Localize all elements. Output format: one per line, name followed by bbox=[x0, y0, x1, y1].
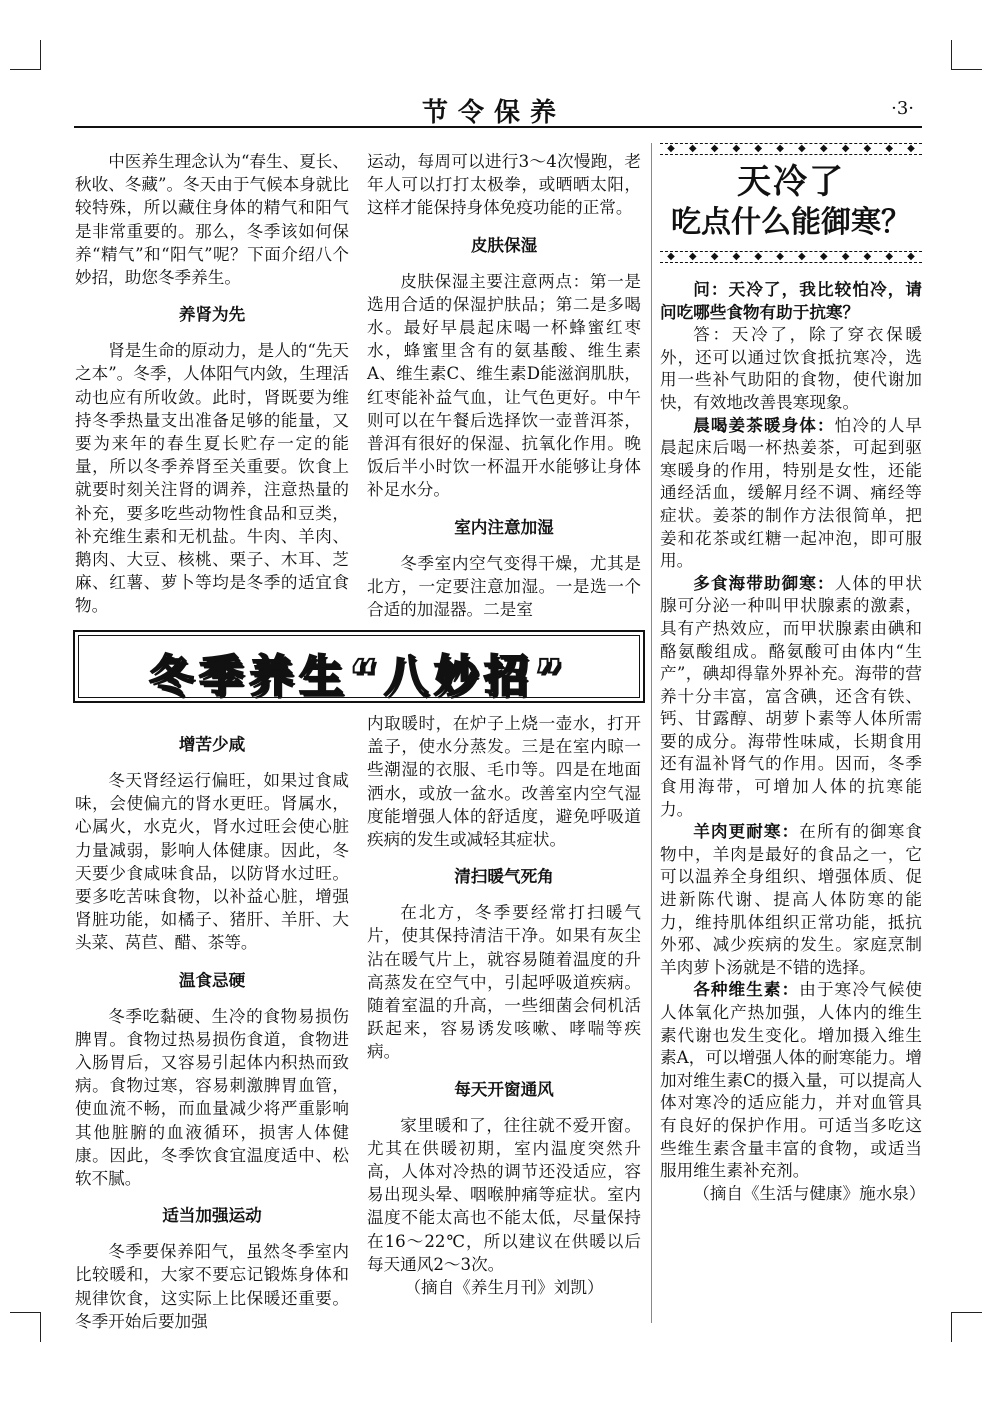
tip-paragraph bbox=[660, 821, 922, 979]
crop-mark bbox=[10, 69, 40, 70]
intro-paragraph: 中医养生理念认为“春生、夏长、秋收、冬藏”。冬天由于气候本身就比较特殊，所以藏住身体的精气和阳气是非常重要的。那么，冬季该如何保养“精气”和“阳气”呢？下面介绍八个妙招，助您冬季养生。 bbox=[75, 152, 349, 288]
section-heading: 皮肤保湿 bbox=[470, 235, 538, 255]
section-heading: 增苦少咸 bbox=[178, 735, 246, 754]
sidebar-title-line-2: 吃点什么能御寒？ bbox=[671, 205, 911, 240]
section-text: 肾是生命的原动力，是人的“先天之本”。冬季，人体阳气内敛，生理活动也应有所收敛。此时，肾既要为维持冬季热量支出准备足够的能量，又要为来年的春生夏长贮存一定的能量，所以冬季养肾至关重要。饮食上就要时刻关注肾的调养，注意热量的补充，要多吃些动物性食品和豆类，补充维生素和无机盐。牛肉、羊肉、鹅肉、大豆、核桃、栗子、木耳、芝麻、红薯、萝卜等均是冬季的适宜食物。 bbox=[75, 341, 349, 616]
sidebar-title bbox=[660, 161, 922, 243]
crop-mark bbox=[40, 1312, 41, 1342]
source-credit: （摘自《养生月刊》刘凯） bbox=[404, 1278, 604, 1298]
answer-text: 答：天冷了，除了穿衣保暖外，还可以通过饮食抵抗寒冷，选用一些补气助阳的食物，使代谢加快，有效地改善畏寒现象。 bbox=[660, 325, 922, 412]
sidebar-article bbox=[660, 143, 926, 1205]
section-text: 冬季吃黏硬、生冷的食物易损伤脾胃。食物过热易损伤食道，食物进入肠胃后，又容易引起体内积热而致病。食物过寒，容易刺激脾胃血管，使血流不畅，而血量减少将严重影响其他脏腑的血液循环，损害人体健康。因此，冬季饮食宜温度适中、松软不腻。 bbox=[75, 1006, 349, 1189]
crop-mark bbox=[952, 1312, 982, 1313]
section-text: 冬季室内空气变得干燥，尤其是北方，一定要注意加湿。一是选一个合适的加湿器。二是室 bbox=[367, 553, 641, 620]
crop-mark bbox=[951, 40, 952, 70]
sidebar-body bbox=[660, 279, 926, 1205]
column-2-bottom bbox=[367, 712, 641, 1299]
section-text: 家里暖和了，往往就不爱开窗。尤其在供暖初期，室内温度突然升高，人体对冷热的调节还没适应，容易出现头晕、咽喉肿痛等症状。室内温度不能太高也不能太低，尽量保持在16～22℃，所以建议在供暖以后每天通风2～3次。 bbox=[367, 1115, 641, 1274]
continued-text: 内取暖时，在炉子上烧一壶水，打开盖子，使水分蒸发。三是在室内晾一些潮湿的衣服、毛巾等。四是在地面洒水，或放一盆水。改善室内空气湿度能增强人体的舒适度，避免呼吸道疾病的发生或减轻其症状。 bbox=[367, 714, 641, 850]
column-divider bbox=[651, 143, 652, 1323]
tip-paragraph bbox=[660, 415, 922, 573]
column-1-bottom bbox=[75, 733, 349, 1333]
section-text: 在北方，冬季要经常打扫暖气片，使其保持清洁干净。如果有灰尘沾在暖气片上，就容易随着温度的升高蒸发在空气中，引起呼吸道疾病。随着室温的升高，一些细菌会伺机活跃起来，容易诱发咳嗽、哮喘等疾病。 bbox=[367, 903, 641, 1062]
crop-mark bbox=[40, 40, 41, 70]
tip-paragraph bbox=[660, 979, 922, 1182]
column-2-top bbox=[367, 150, 641, 621]
column-1-top bbox=[75, 150, 349, 618]
tip-paragraph bbox=[660, 573, 922, 822]
section-heading: 室内注意加湿 bbox=[454, 517, 554, 537]
crop-mark bbox=[952, 69, 982, 70]
section-heading: 每天开窗通风 bbox=[454, 1079, 554, 1099]
page-number: ·3· bbox=[891, 98, 914, 119]
tip-text: 怕冷的人早晨起床后喝一杯热姜茶，可起到驱寒暖身的作用，特别是女性，还能通经活血，缓解月经不调、痛经等症状。姜茶的制作方法很简单，把姜和花茶或红糖一起冲泡，即可服用。 bbox=[660, 415, 923, 571]
tip-text: 在所有的御寒食物中，羊肉是最好的食品之一，它可以温养全身组织、增强体质、促进新陈代谢、提高人体防寒的能力，维持肌体组织正常功能，抵抗外邪、减少疾病的发生。家庭烹制羊肉萝卜汤就是不错的选择。 bbox=[660, 822, 922, 977]
page-header bbox=[74, 88, 922, 128]
crop-mark bbox=[951, 1312, 952, 1342]
section-heading: 清扫暖气死角 bbox=[454, 867, 554, 887]
article-banner bbox=[73, 630, 645, 703]
tip-heading: 各种维生素： bbox=[693, 980, 800, 1000]
section-title: 节令保养 bbox=[422, 98, 567, 128]
tip-heading: 多食海带助御寒： bbox=[693, 573, 835, 593]
section-text: 皮肤保湿主要注意两点：第一是选用合适的保湿护肤品；第二是多喝水。最好早晨起床喝一杯蜂蜜红枣水，蜂蜜里含有的氨基酸、维生素A、维生素C、维生素D能滋润肌肤，红枣能补益气血，让气色更好。中午则可以在午餐后选择饮一壶普洱茶，普洱有很好的保湿、抗氧化作用。晚饭后半小时饮一杯温开水能够让身体补足水分。 bbox=[367, 271, 641, 500]
tip-text: 人体的甲状腺可分泌一种叫甲状腺素的激素，具有产热效应，而甲状腺素由碘和酪氨酸组成。酪氨酸可由体内“生产”，碘却得靠外界补充。海带的营养十分丰富，富含碘，还含有铁、钙、甘露醇、胡萝卜素等人体所需要的成分。海带性味咸，长期食用还有温补肾气的作用。因而，冬季食用海带，可增加人体的抗寒能力。 bbox=[660, 573, 923, 819]
crop-mark bbox=[10, 1312, 40, 1313]
tip-heading: 晨喝姜茶暖身体： bbox=[693, 415, 835, 435]
decorative-border: ◆ ◆ ◆ ◆ ◆ ◆ ◆ ◆ ◆ ◆ ◆ ◆ bbox=[660, 143, 922, 155]
continued-text: 运动，每周可以进行3～4次慢跑，老年人可以打打太极拳，或晒晒太阳，这样才能保持身体免疫功能的正常。 bbox=[367, 152, 641, 218]
section-heading: 养肾为先 bbox=[178, 305, 246, 325]
tip-heading: 羊肉更耐寒： bbox=[693, 822, 800, 842]
banner-title: 冬季养生“八妙招” bbox=[149, 651, 569, 702]
decorative-border: ◆ ◆ ◆ ◆ ◆ ◆ ◆ ◆ ◆ ◆ ◆ ◆ bbox=[660, 251, 922, 263]
section-heading: 适当加强运动 bbox=[162, 1206, 262, 1226]
question-text: 问：天冷了，我比较怕冷，请问吃哪些食物有助于抗寒？ bbox=[660, 280, 922, 322]
tip-text: 由于寒冷气候使人体氧化产热加强，人体内的维生素代谢也发生变化。增加摄入维生素A，可以增强人体的耐寒能力。增加对维生素C的摄入量，可以提高人体对寒冷的适应能力，并对血管具有良好的保护作用。可适当多吃这些维生素含量丰富的食物，或适当服用维生素补充剂。 bbox=[660, 980, 922, 1181]
section-text: 冬季要保养阳气，虽然冬季室内比较暖和，大家不要忘记锻炼身体和规律饮食，这实际上比保暖还重要。冬季开始后要加强 bbox=[75, 1242, 349, 1331]
section-heading: 温食忌硬 bbox=[178, 970, 246, 990]
section-text: 冬天肾经运行偏旺，如果过食咸味，会使偏亢的肾水更旺。肾属水，心属火，水克火，肾水过旺会使心脏力量减弱，影响人体健康。因此，冬天要少食咸味食品，以防肾水过旺。要多吃苦味食物，以补益心脏，增强肾脏功能，如橘子、猪肝、羊肝、大头菜、莴苣、醋、茶等。 bbox=[75, 771, 349, 953]
sidebar-title-line-1: 天冷了 bbox=[737, 162, 845, 202]
source-credit: （摘自《生活与健康》施水泉） bbox=[693, 1183, 926, 1203]
